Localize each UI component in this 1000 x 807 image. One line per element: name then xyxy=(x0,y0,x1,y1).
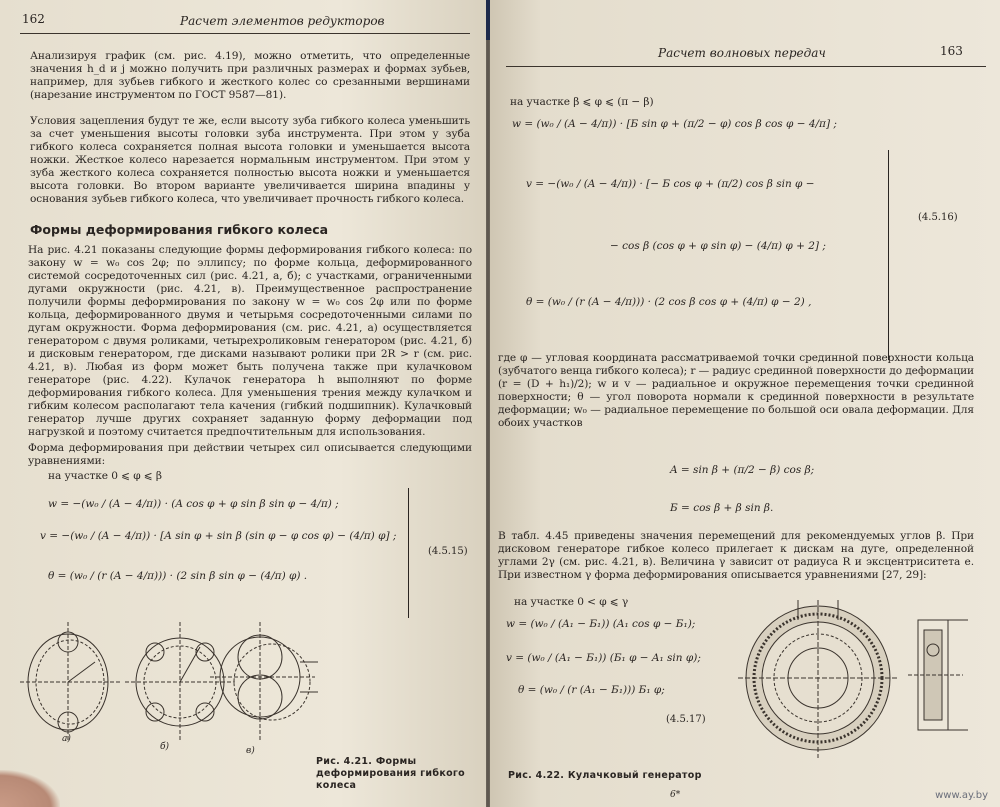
paragraph: Условия зацепления будут те же, если высоту зуба гибкого колеса уменьшить за счет уменьшения высоты головки зуба инструмента. При этом у зуба гибкого колеса сохраняется полная высота головки и уменьшается высота ножки. Жесткое колесо нарезается нормальным инструментом. При этом у зуба жесткого колеса сохраняется полностью высота ножки и уменьшается высота головки. Во втором варианте увеличивается ширина впадины у основания зубьев гибкого колеса, что увеличивает прочность гибкого колеса. xyxy=(30,115,470,205)
page-number-left: 162 xyxy=(22,12,45,26)
figure-label: в) xyxy=(246,746,255,756)
equation: v = −(w₀ / (A − 4/π)) · [A sin φ + sin β (sin φ − φ cos φ) − (4/π) φ] ; xyxy=(40,530,397,542)
running-header-right: Расчет волновых передач xyxy=(658,46,826,60)
page-number-right: 163 xyxy=(940,44,963,58)
paragraph: Форма деформирования при действии четырех сил описывается следующими уравнениями: xyxy=(28,442,472,467)
equation: θ = (w₀ / (r (A₁ − Б₁))) Б₁ φ; xyxy=(518,684,665,696)
section-heading: Формы деформирования гибкого колеса xyxy=(30,222,329,237)
equation-number: (4.5.17) xyxy=(666,714,706,725)
watermark: www.ay.by xyxy=(935,790,988,801)
equation: w = (w₀ / (A₁ − Б₁)) (A₁ cos φ − Б₁); xyxy=(506,618,696,630)
figure-caption: Рис. 4.21. Формы деформирования гибкого колеса xyxy=(316,756,465,791)
equation: v = −(w₀ / (A − 4/π)) · [− Б cos φ + (π/2) cos β sin φ − xyxy=(526,178,815,190)
left-page xyxy=(0,0,486,807)
equation: A = sin β + (π/2 − β) cos β; xyxy=(670,464,815,476)
region-label: на участке β ⩽ φ ⩽ (π − β) xyxy=(510,96,654,108)
paragraph: В табл. 4.45 приведены значения перемещений для рекомендуемых углов β. При дисковом генераторе гибкое колесо прилегает к дискам на дуге, определенной углами 2γ (см. рис. 4.21, в). Величина γ зависит от радиуса R и эксцентриситета e. При известном γ форма деформирования описывается уравнениями [27, 29]: xyxy=(498,530,974,581)
figure-4-22 xyxy=(738,590,988,760)
figure-4-21 xyxy=(20,612,320,772)
equation-number: (4.5.16) xyxy=(918,212,958,223)
equation: w = −(w₀ / (A − 4/π)) · (A cos φ + φ sin β sin φ − 4/π) ; xyxy=(48,498,339,510)
figure-label: а) xyxy=(62,734,71,744)
region-label: на участке 0 ⩽ φ ⩽ β xyxy=(48,470,162,482)
thumb xyxy=(0,770,60,807)
paragraph: где φ — угловая координата рассматриваемой точки срединной поверхности кольца (зубчатого венца гибкого колеса); r — радиус срединной поверхности до деформации (r = (D + h₁)/2); w и v — радиальное и окружное перемещения точки срединной поверхности; θ — угол поворота нормали к срединной поверхности в результате деформации; w₀ — радиальное перемещение по большой оси овала деформации. Для обоих участков xyxy=(498,352,974,429)
equation: θ = (w₀ / (r (A − 4/π))) · (2 cos β cos φ + (4/π) φ − 2) , xyxy=(526,296,812,308)
paragraph: На рис. 4.21 показаны следующие формы деформирования гибкого колеса: по закону w = w₀ cos 2φ; по эллипсу; по форме кольца, деформированного системой сосредоточенных сил (рис. 4.21, а, б); с участками, ограниченными дугами окружности (рис. 4.21, в). Преимущественное распространение получили формы деформирования по закону w = w₀ cos 2φ или по форме кольца, деформированного двумя и четырьмя сосредоточенными силами по дугам окружности. Форма деформирования (см. рис. 4.21, а) осуществляется генератором с двумя роликами, четырехроликовым генератором (рис. 4.21, б) и дисковым генератором, где дисками называют ролики при 2R > r (см. рис. 4.21, в). Любая из форм может быть получена также при кулачковом генераторе (рис. 4.22). Кулачок генератора h выполняют по форме деформирования гибкого колеса. Для уменьшения трения между кулачком и гибким колесом располагают тела качения (гибкий подшипник). Кулачковый генератор лучше других сохраняет заданную форму деформации под нагрузкой и поэтому считается предпочтительным для использования. xyxy=(28,244,472,438)
equation: − cos β (cos φ + φ sin φ) − (4/π) φ + 2] ; xyxy=(610,240,826,252)
figure-label: б) xyxy=(160,742,170,752)
equation-bracket xyxy=(888,150,889,360)
paragraph: Анализируя график (см. рис. 4.19), можно отметить, что определенные значения h_d и j можно получить при различных размерах и формах зубьев, например, для зубьев гибкого и жесткого колес со срезанными вершинами (нарезание инструментом по ГОСТ 9587—81). xyxy=(30,50,470,101)
header-rule xyxy=(506,66,986,67)
figure-caption: Рис. 4.22. Кулачковый генератор xyxy=(508,770,702,781)
equation: θ = (w₀ / (r (A − 4/π))) · (2 sin β sin φ − (4/π) φ) . xyxy=(48,570,308,582)
running-header-left: Расчет элементов редукторов xyxy=(180,14,385,28)
equation: v = (w₀ / (A₁ − Б₁)) (Б₁ φ − A₁ sin φ); xyxy=(506,652,701,664)
right-page xyxy=(490,0,1000,807)
equation: Б = cos β + β sin β. xyxy=(670,502,774,514)
equation-bracket xyxy=(408,488,409,618)
equation-number: (4.5.15) xyxy=(428,546,468,557)
equation: w = (w₀ / (A − 4/π)) · [Б sin φ + (π/2 − φ) cos β cos φ − 4/π] ; xyxy=(512,118,837,130)
signature-mark: 6* xyxy=(670,790,681,800)
region-label: на участке 0 < φ ⩽ γ xyxy=(514,596,629,608)
header-rule xyxy=(20,33,470,34)
